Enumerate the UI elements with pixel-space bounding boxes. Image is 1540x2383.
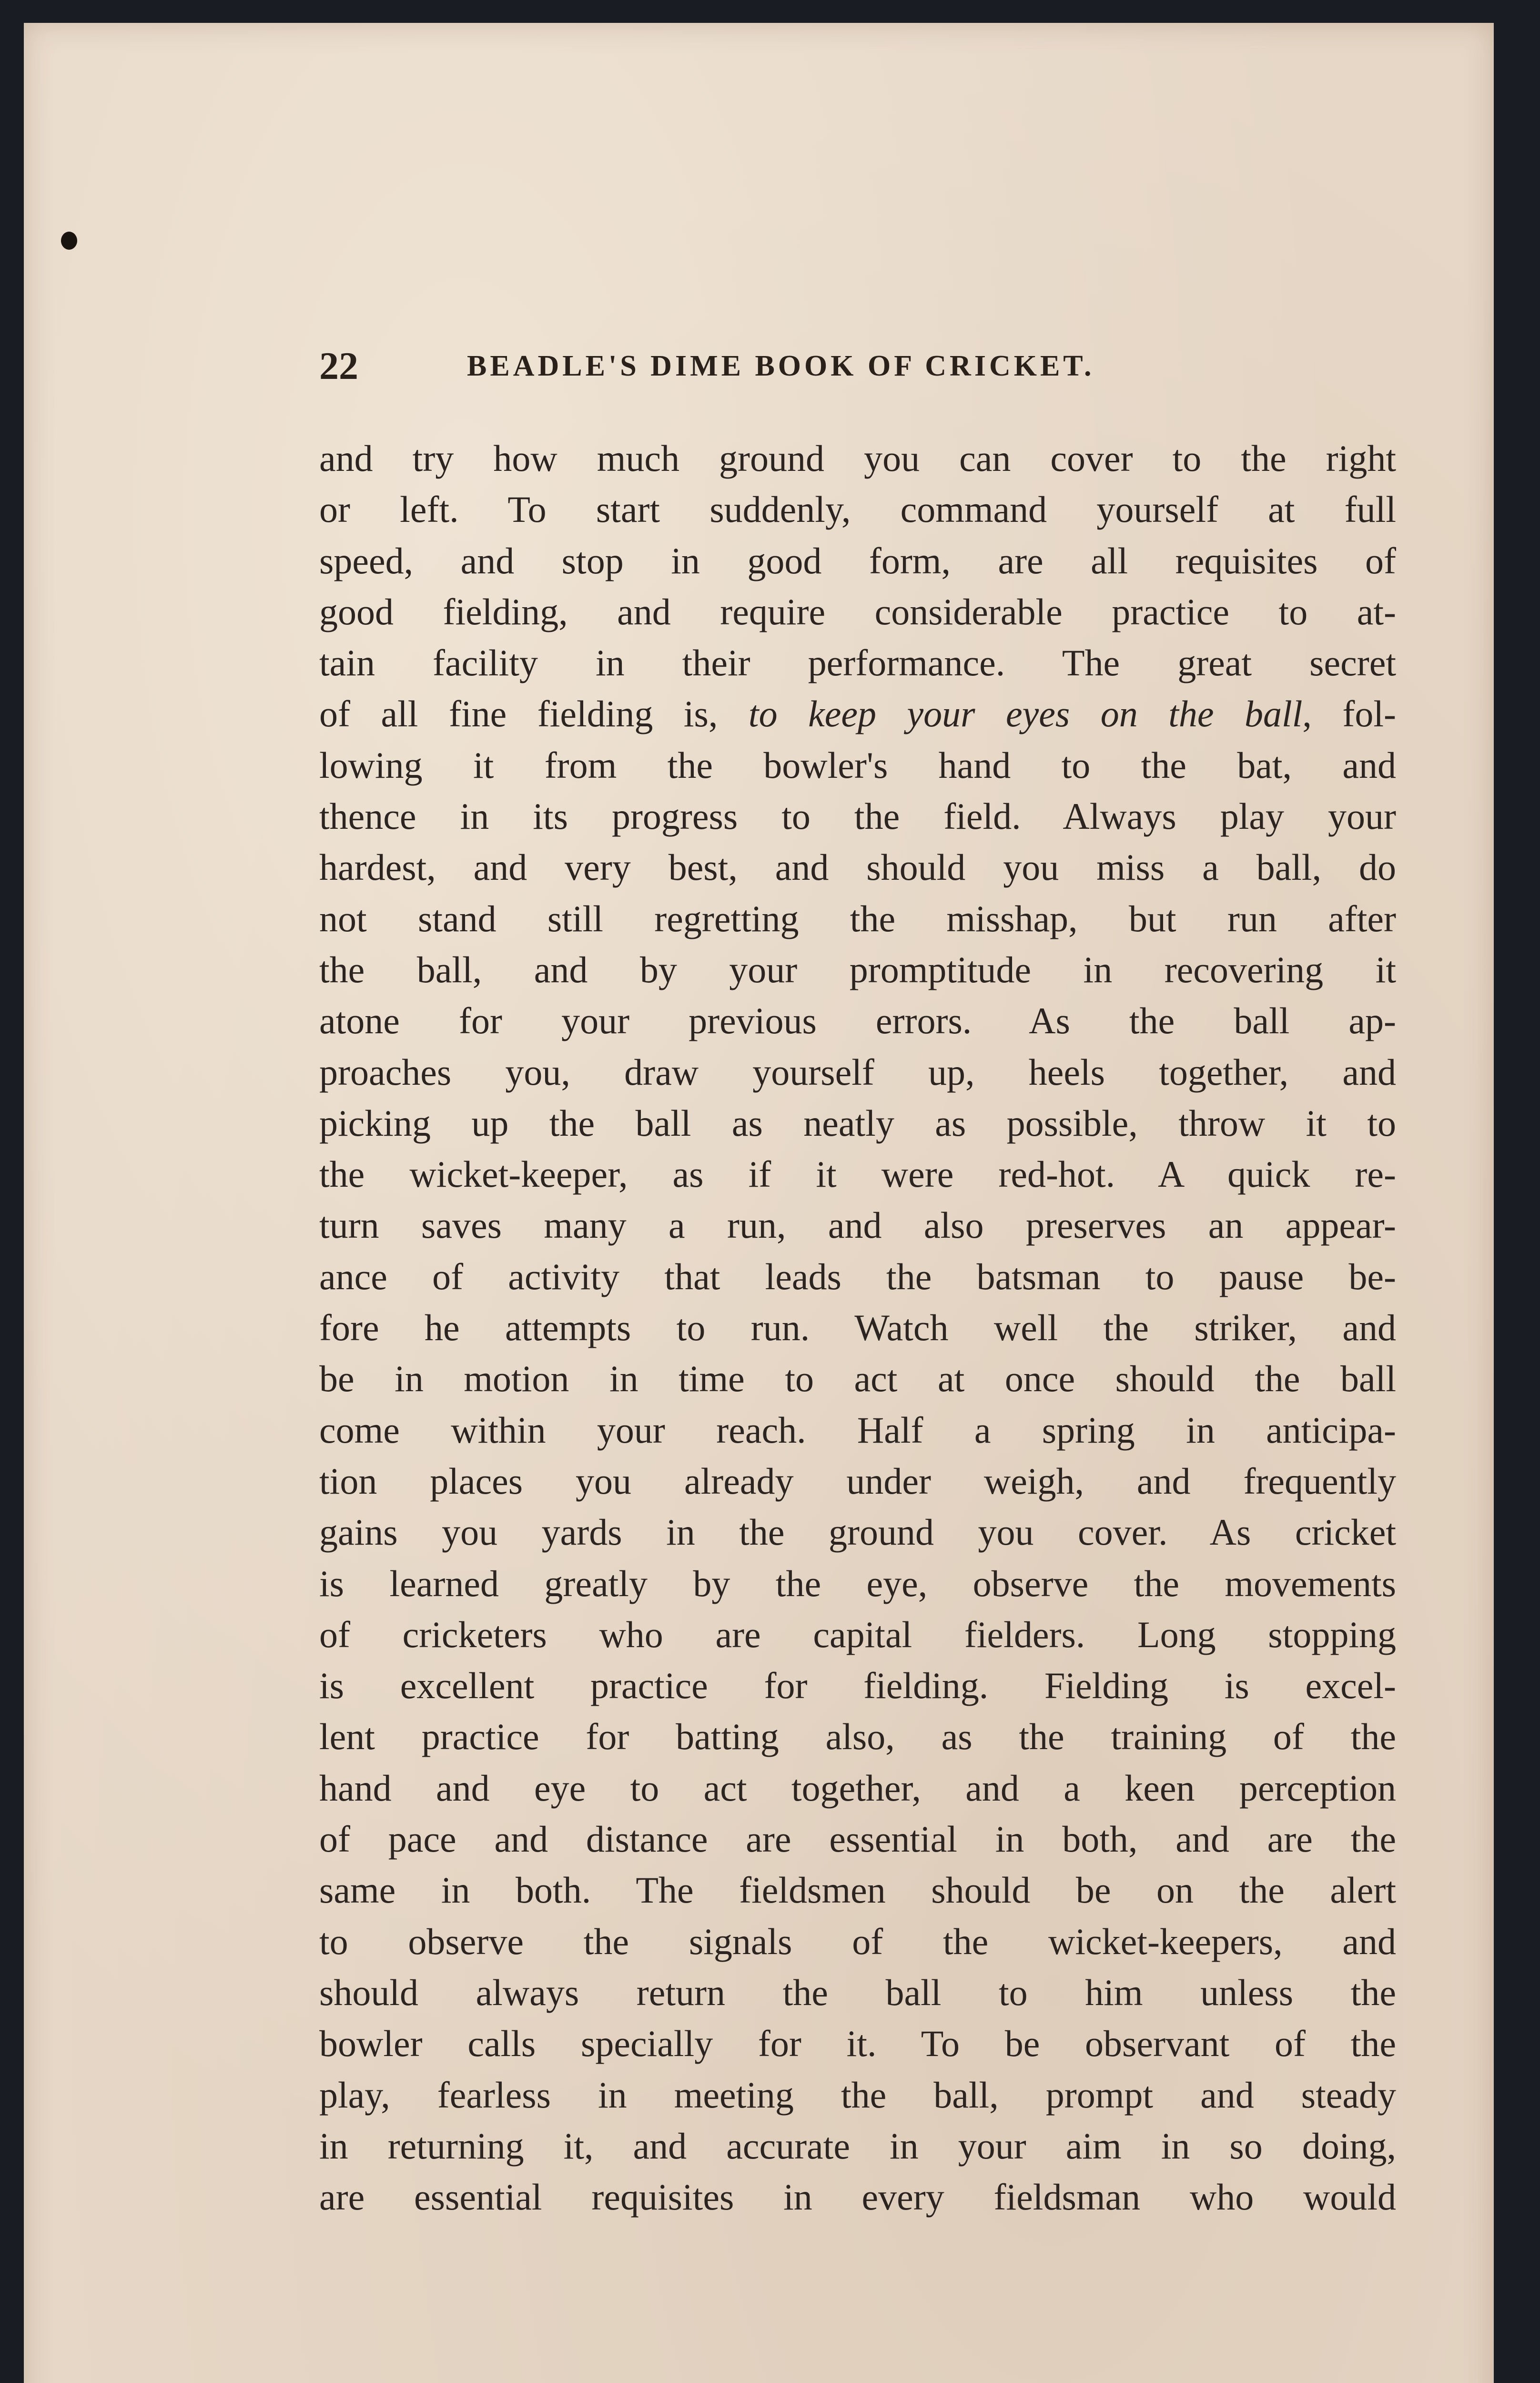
text-line: ance of activity that leads the batsman to pause be- (319, 1255, 1396, 1297)
text-line: tain facility in their performance. The great secret (319, 642, 1396, 684)
text-line: picking up the ball as neatly as possible, throw it to (319, 1102, 1396, 1144)
text-line: fore he attempts to run. Watch well the striker, and (319, 1307, 1396, 1349)
text-line: play, fearless in meeting the ball, prompt and steady (319, 2074, 1396, 2116)
text-segment: of all fine fielding is, (319, 693, 749, 735)
text-line: to observe the signals of the wicket-keepers, and (319, 1920, 1396, 1962)
text-line: not stand still regretting the misshap, but run after (319, 897, 1396, 939)
text-segment: , fol- (1302, 693, 1396, 735)
text-line: atone for your previous errors. As the ball ap- (319, 1000, 1396, 1042)
text-line (319, 688, 1396, 739)
text-line: come within your reach. Half a spring in anticipa- (319, 1409, 1396, 1451)
text-line: should always return the ball to him unless the (319, 1971, 1396, 2013)
page-number: 22 (319, 344, 358, 387)
text-line: thence in its progress to the field. Always play your (319, 795, 1396, 837)
text-line: is learned greatly by the eye, observe the movements (319, 1562, 1396, 1604)
body-text (319, 433, 1396, 2222)
running-title: BEADLE'S DIME BOOK OF CRICKET. (467, 350, 1095, 382)
text-line: proaches you, draw yourself up, heels together, and (319, 1051, 1396, 1093)
text-line: lent practice for batting also, as the training of the (319, 1716, 1396, 1758)
text-line: in returning it, and accurate in your aim in so doing, (319, 2125, 1396, 2167)
text-line: lowing it from the bowler's hand to the bat, and (319, 744, 1396, 786)
text-line: of cricketers who are capital fielders. Long stopping (319, 1613, 1396, 1655)
text-line: and try how much ground you can cover to the right (319, 438, 1396, 479)
text-line: or left. To start suddenly, command yourself at full (319, 489, 1396, 530)
text-line: the wicket-keeper, as if it were red-hot. A quick re- (319, 1153, 1396, 1195)
emphasis-text: to keep your eyes on the ball (748, 693, 1303, 735)
text-line: is excellent practice for fielding. Fielding is excel- (319, 1665, 1396, 1707)
text-line: the ball, and by your promptitude in recovering it (319, 948, 1396, 990)
text-line: same in both. The fieldsmen should be on the alert (319, 1869, 1396, 1911)
book-page (24, 23, 1494, 2383)
text-line: good fielding, and require considerable practice to at- (319, 591, 1396, 632)
text-line: be in motion in time to act at once should the ball (319, 1358, 1396, 1400)
ink-speck (61, 232, 77, 250)
text-line: are essential requisites in every fieldsman who would (319, 2176, 1396, 2218)
text-line: turn saves many a run, and also preserves an appear- (319, 1204, 1396, 1246)
text-line: hardest, and very best, and should you miss a ball, do (319, 846, 1396, 888)
text-line: tion places you already under weigh, and frequently (319, 1460, 1396, 1502)
text-line: of pace and distance are essential in both, and are the (319, 1818, 1396, 1860)
text-line: gains you yards in the ground you cover. As cricket (319, 1511, 1396, 1553)
text-line: bowler calls specially for it. To be observant of the (319, 2023, 1396, 2065)
page-header (319, 333, 1396, 399)
text-line: speed, and stop in good form, are all requisites of (319, 540, 1396, 581)
text-line: hand and eye to act together, and a keen perception (319, 1767, 1396, 1809)
